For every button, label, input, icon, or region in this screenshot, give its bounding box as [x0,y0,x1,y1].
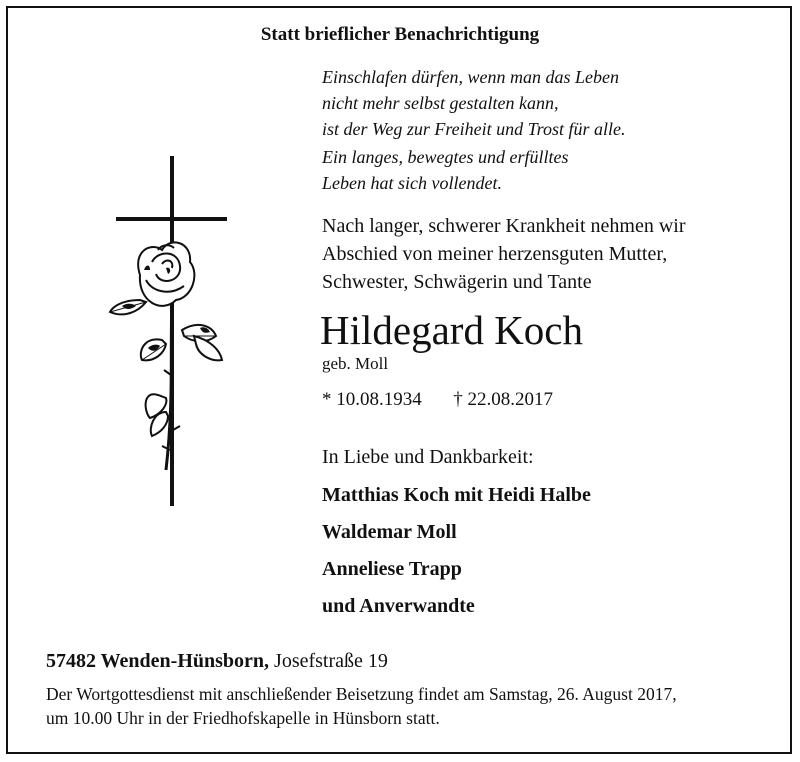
mourner-name: Matthias Koch mit Heidi Halbe [322,484,591,506]
poem-line: Einschlafen dürfen, wenn man das Leben [322,67,619,87]
poem-line: ist der Weg zur Freiheit und Trost für alle. [322,119,626,139]
death-date: † 22.08.2017 [453,389,553,410]
service-info [46,682,677,730]
notice-header: Statt brieflicher Benachrichtigung [260,24,540,45]
address-street: Josefstraße 19 [274,650,388,672]
address-line [46,650,388,673]
intro-line: Abschied von meiner herzensguten Mutter, [322,243,668,265]
address-place: 57482 Wenden-Hünsborn, [46,650,270,672]
poem-line: Leben hat sich vollendet. [322,173,502,193]
life-dates [322,389,553,411]
deceased-name: Hildegard Koch [320,307,583,353]
mourner-name: und Anverwandte [322,595,475,617]
birth-date: * 10.08.1934 [322,389,422,410]
intro-line: Nach langer, schwerer Krankheit nehmen wir [322,215,686,237]
intro-text [322,212,686,296]
poem-stanza-1 [322,64,626,142]
poem-line: nicht mehr selbst gestalten kann, [322,93,559,113]
mourner-name: Waldemar Moll [322,521,457,543]
thanks-line: In Liebe und Dankbarkeit: [322,446,534,468]
poem-line: Ein langes, bewegtes und erfülltes [322,147,569,167]
birth-name: geb. Moll [322,354,389,373]
service-line: um 10.00 Uhr in der Friedhofskapelle in Hünsborn statt. [46,708,440,728]
service-line: Der Wortgottesdienst mit anschließender Beisetzung findet am Samstag, 26. August 2017, [46,684,677,704]
cross-with-rose-icon [100,150,240,510]
mourner-name: Anneliese Trapp [322,558,462,580]
poem-stanza-2 [322,144,568,196]
intro-line: Schwester, Schwägerin und Tante [322,271,592,293]
